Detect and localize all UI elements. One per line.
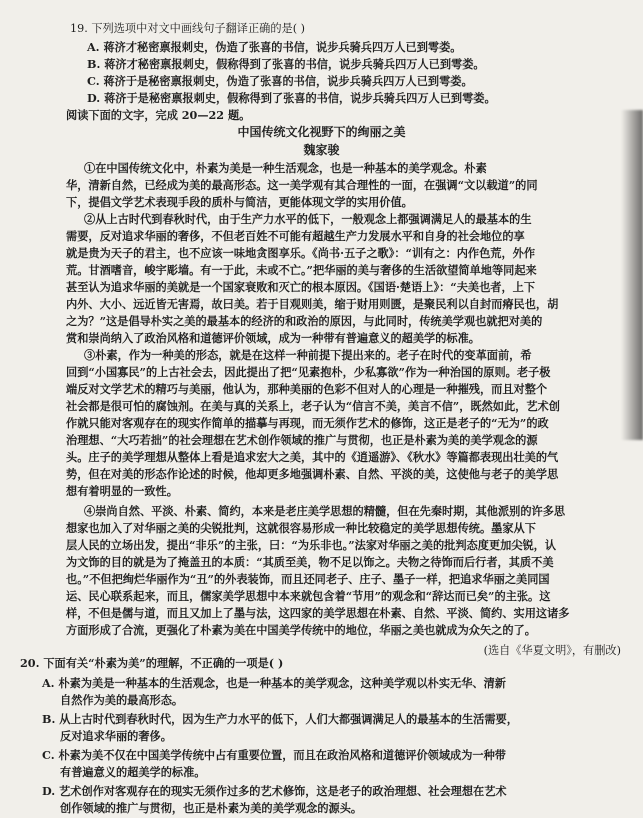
- q20-option-b-cont: 反对追求华丽的奢侈。: [60, 729, 172, 743]
- article-line: 运、民心联系起来，而且，儒家美学思想中本来就包含着“节用”的观念和“辞达而已矣”的主张。这: [66, 589, 551, 603]
- article-line: 之为？”这是倡导朴实之美的最基本的经济的和政治的原因，与此同时，传统美学观也就把对美的: [66, 314, 543, 328]
- q20-option-c-cont: 有普遍意义的超美学的标准。: [60, 765, 206, 779]
- article-line: 就是贵为天子的君主，也不应该一味地贪图享乐。《尚书·五子之歌》：“训有之：内作色荒，外作: [66, 246, 536, 260]
- article-line: 荒。甘酒嗜音，峻宇彫墙。有一于此，未或不亡。”把华丽的美与奢侈的生活欲望简单地等同起来: [66, 263, 537, 277]
- article-line: ③朴素，作为一种美的形态，就是在这样一种前提下提出来的。老子在时代的变革面前，希: [84, 348, 532, 362]
- article-line: 社会都是很可怕的腐蚀剂。在美与真的关系上，老子认为“信言不美，美言不信”，既然如此，艺术创: [66, 399, 560, 413]
- q20-stem: 20. 下面有关“朴素为美”的理解，不正确的一项是( ): [20, 656, 284, 670]
- article-line: ②从上古时代到春秋时代，由于生产力水平的低下，一般观念上都强调满足人的最基本的生: [84, 212, 532, 226]
- article-line: 治理想、“大巧若拙”的社会理想在艺术创作领域的推广与贯彻，也正是朴素为美的美学观念的源: [66, 433, 538, 447]
- q20-option-d: D. 艺术创作对客观存在的现实无须作过多的艺术修饰，这是老子的政治理想、社会理想在艺术: [42, 784, 507, 798]
- article-source: (选自《华夏文明》，有删改): [483, 644, 621, 657]
- article-line: 势，但在对美的形态作论述的时候，他却更多地强调朴素、自然、平淡的美，这使他与老子的美学思: [66, 467, 559, 481]
- article-line: 需要，反对追求华丽的奢侈，不但老百姓不可能有超越生产力发展水平和自身的社会地位的享: [66, 229, 525, 243]
- article-line: 层人民的立场出发，提出“非乐”的主张，曰：“为乐非也。”法家对华丽之美的批判态度更加尖锐，认: [66, 538, 557, 552]
- article-line: ④崇尚自然、平淡、朴素、简约，本来是老庄美学思想的精髓，但在先秦时期，其他派别的许多思: [84, 504, 566, 518]
- article-line: 方面形成了合流，更强化了朴素为美在中国美学传统中的地位，华丽之美也就成为众矢之的了。: [66, 623, 536, 637]
- article-title: 中国传统文化视野下的绚丽之美: [237, 125, 406, 139]
- q20-option-a: A. 朴素为美是一种基本的生活观念，也是一种基本的美学观念，这种美学观以朴实无华、清新: [42, 676, 506, 690]
- article-line: 想家也加入了对华丽之美的尖锐批判，这就很容易形成一种比较稳定的美学思想传统。墨家从下: [66, 521, 536, 535]
- q20-option-c: C. 朴素为美不仅在中国美学传统中占有重要位置，而且在政治风格和道德评价领域成为一种带: [42, 748, 506, 762]
- article-line: ①在中国传统文化中，朴素为美是一种生活观念，也是一种基本的美学观念。朴素: [84, 161, 487, 175]
- article-line: 头。庄子的美学理想从整体上看是追求宏大之美，其中的《逍遥游》、《秋水》等篇都表现出壮美的气: [66, 450, 559, 464]
- q19-option-d: D. 蒋济于是秘密禀报刺史，假称得到了张喜的书信，说步兵骑兵四万人已到雩娄。: [87, 91, 496, 105]
- article-line: 样，不但是儒与道，而且又加上了墨与法，这四家的美学思想在朴素、自然、平淡、简约、实用这诸多: [66, 606, 570, 620]
- article-line: 华，清新自然，已经成为美的最高形态。这一美学观有其合理性的一面，在强调“文以载道”的同: [66, 178, 538, 192]
- article-line: 回到“小国寡民”的上古社会去，因此提出了把“见素抱朴，少私寡欲”作为一种治国的原则。老子极: [66, 365, 551, 379]
- q19-option-c: C. 蒋济于是秘密禀报刺史，伪造了张喜的书信，说步兵骑兵四万人已到雩娄。: [87, 74, 473, 88]
- article-line: 为文饰的目的就是为了掩盖丑的本质：“其质至美，物不足以饰之。夫物之待饰而后行者，其质不美: [66, 555, 554, 569]
- article-line: 想有着明显的一致性。: [66, 484, 178, 498]
- article-line: 端反对文学艺术的精巧与美丽，他认为，那种美丽的色彩不但对人的心理是一种摧残，而且对整个: [66, 382, 548, 396]
- q19-option-b: B. 蒋济才秘密禀报刺史，假称得到了张喜的书信，说步兵骑兵四万人已到雩娄。: [87, 57, 485, 71]
- article-line: 作就只能对客观存在的现实作简单的描摹与再现，而无须作艺术的修饰，这正是老子的“无为”的政: [66, 416, 549, 430]
- article-line: 赏和崇尚纳入了政治风格和道德评价领域，成为一种带有普遍意义的超美学的标准。: [66, 331, 480, 345]
- q19-option-a: A. 蒋济才秘密禀报刺史，伪造了张喜的书信，说步兵骑兵四万人已到雩娄。: [87, 40, 462, 54]
- article-line: 甚至认为追求华丽的美就是一个国家衰败和灭亡的根本原因。《国语·楚语上》：“夫美也者，上下: [66, 280, 536, 294]
- page-fold-shadow: [621, 110, 643, 440]
- article-line: 内外、大小、远近皆无害焉，故曰美。若于目观则美，缩于财用则匮，是聚民利以自封而瘠民也，胡: [66, 297, 559, 311]
- q20-option-a-cont: 自然作为美的最高形态。: [60, 693, 184, 707]
- q20-option-b: B. 从上古时代到春秋时代，因为生产力水平的低下，人们大都强调满足人的最基本的生活需要，: [42, 712, 518, 726]
- q19-stem: 19. 下列选项中对文中画线句子翻译正确的是( ): [70, 22, 306, 35]
- article-line: 下，提倡文学艺术表现手段的质朴与简洁，更能体现文学的实用价值。: [66, 195, 413, 209]
- reading-instruction: 阅读下面的文字，完成 20—22 题。: [66, 108, 251, 122]
- article-author: 魏家骏: [303, 143, 340, 157]
- article-line: 也。”不但把绚烂华丽作为“丑”的外表装饰，而且还同老子、庄子、墨子一样，把追求华丽之美同国: [66, 572, 550, 586]
- q20-option-d-cont: 创作领域的推广与贯彻，也正是朴素为美的美学观念的源头。: [60, 801, 363, 815]
